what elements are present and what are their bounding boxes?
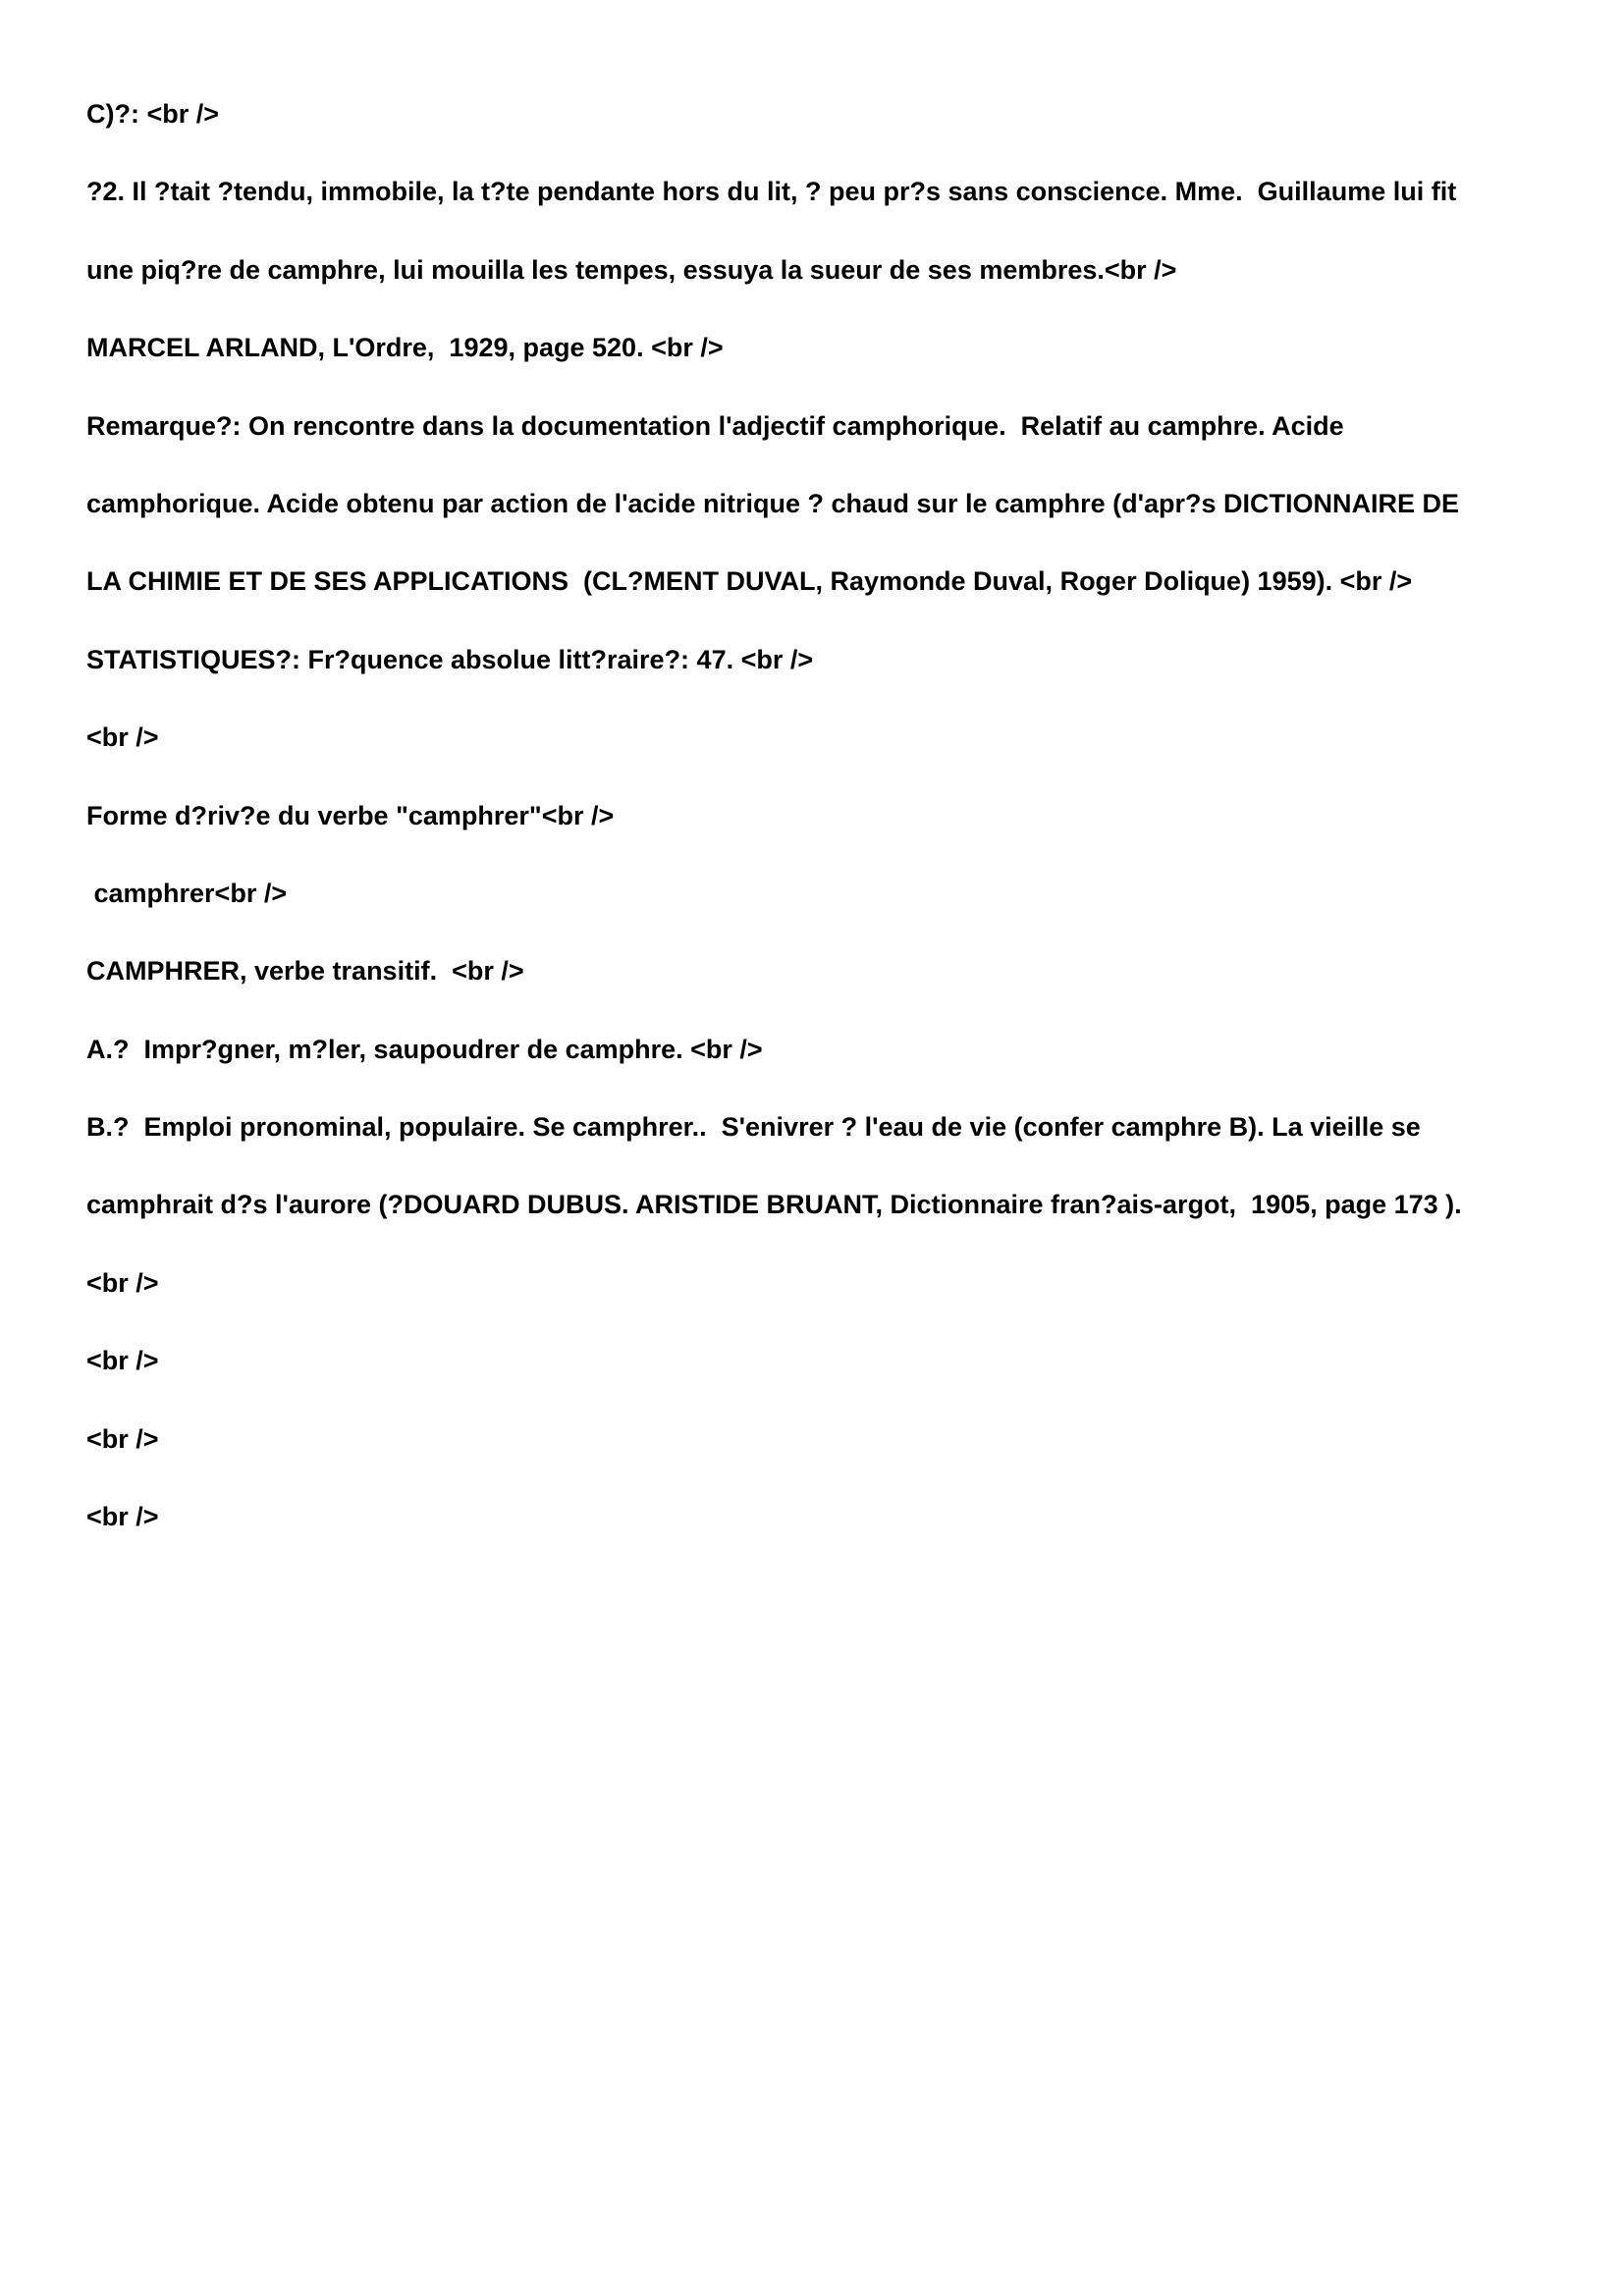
text-line: ?2. Il ?tait ?tendu, immobile, la t?te pendante hors du lit, ? peu pr?s sans conscience. Mme. Guillaume lui fit	[86, 177, 1457, 207]
text-line: <br />	[86, 1267, 159, 1298]
text-line: une piq?re de camphre, lui mouilla les tempes, essuya la sueur de ses membres.<br />	[86, 254, 1177, 285]
text-line: Forme d?riv?e du verbe "camphrer"<br />	[86, 800, 615, 830]
text-line: Remarque?: On rencontre dans la documentation l'adjectif camphorique. Relatif au camphre. Acide	[86, 410, 1344, 441]
text-line: <br />	[86, 722, 159, 753]
document-text	[86, 94, 1579, 1575]
text-line: camphrait d?s l'aurore (?DOUARD DUBUS. ARISTIDE BRUANT, Dictionnaire fran?ais-argot, 1905, page 173 ).	[86, 1190, 1462, 1220]
text-line: <br />	[86, 1346, 159, 1376]
text-line: <br />	[86, 1423, 159, 1454]
text-line: STATISTIQUES?: Fr?quence absolue litt?raire?: 47. <br />	[86, 644, 814, 674]
text-line: MARCEL ARLAND, L'Ordre, 1929, page 520. <br />	[86, 333, 724, 363]
text-line: B.? Emploi pronominal, populaire. Se camphrer.. S'enivrer ? l'eau de vie (confer camphre B). La vieille se	[86, 1112, 1421, 1143]
text-line: LA CHIMIE ET DE SES APPLICATIONS (CL?MENT DUVAL, Raymonde Duval, Roger Dolique) 1959). <br />	[86, 566, 1413, 597]
text-line: A.? Impr?gner, m?ler, saupoudrer de camphre. <br />	[86, 1034, 763, 1064]
text-line: camphrer<br />	[86, 878, 288, 908]
text-line: <br />	[86, 1502, 159, 1532]
text-line: C)?: <br />	[86, 99, 220, 129]
text-line: CAMPHRER, verbe transitif. <br />	[86, 956, 524, 987]
text-line: camphorique. Acide obtenu par action de l'acide nitrique ? chaud sur le camphre (d'apr?s DICTIONNAIRE DE	[86, 488, 1460, 518]
